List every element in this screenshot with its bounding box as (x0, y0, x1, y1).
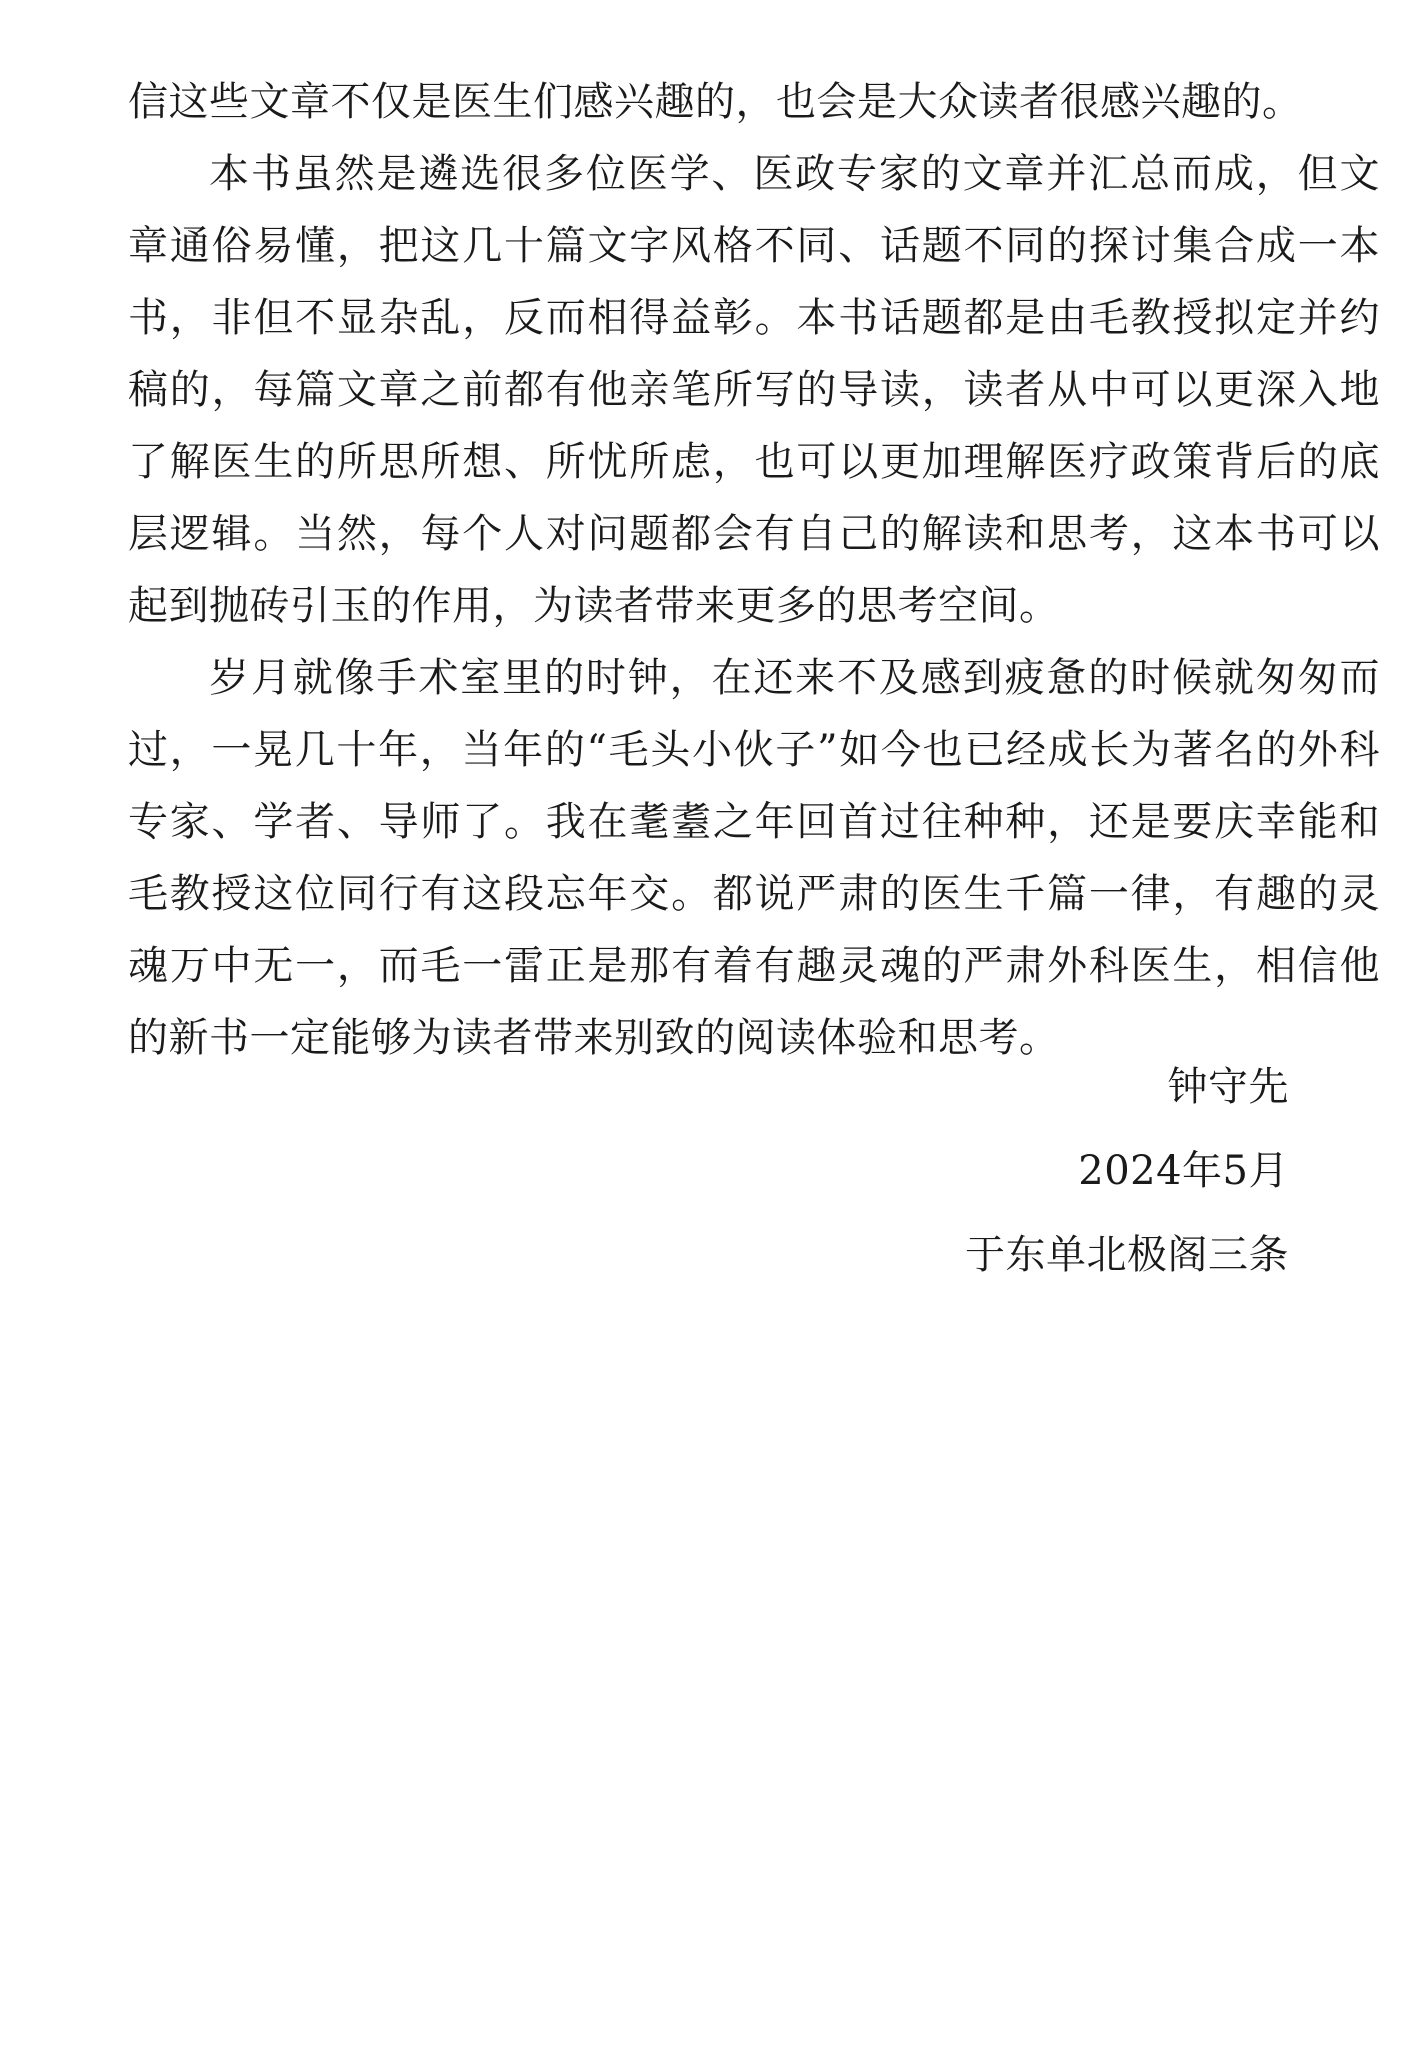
signature-author: 钟守先 (1167, 1064, 1289, 1110)
body-text (128, 66, 1380, 1074)
signature-block (689, 1045, 1289, 1297)
paragraph-reflection: 岁月就像手术室里的时钟，在还来不及感到疲惫的时候就匆匆而过，一晃几十年，当年的“毛头小伙子”如今也已经成长为著名的外科专家、学者、导师了。我在耄耋之年回首过往种种，还是要庆幸能和毛教授这位同行有这段忘年交。都说严肃的医生千篇一律，有趣的灵魂万中无一，而毛一雷正是那有着有趣灵魂的严肃外科医生，相信他的新书一定能够为读者带来别致的阅读体验和思考。 (128, 655, 1380, 1061)
paragraph-book-overview: 本书虽然是遴选很多位医学、医政专家的文章并汇总而成，但文章通俗易懂，把这几十篇文字风格不同、话题不同的探讨集合成一本书，非但不显杂乱，反而相得益彰。本书话题都是由毛教授拟定并约稿的，每篇文章之前都有他亲笔所写的导读，读者从中可以更深入地了解医生的所思所想、所忧所虑，也可以更加理解医疗政策背后的底层逻辑。当然，每个人对问题都会有自己的解读和思考，这本书可以起到抛砖引玉的作用，为读者带来更多的思考空间。 (128, 151, 1380, 629)
signature-date: 2024年5月 (1078, 1148, 1289, 1194)
signature-place: 于东单北极阁三条 (965, 1232, 1289, 1278)
paragraph-continued: 信这些文章不仅是医生们感兴趣的，也会是大众读者很感兴趣的。 (128, 79, 1303, 125)
